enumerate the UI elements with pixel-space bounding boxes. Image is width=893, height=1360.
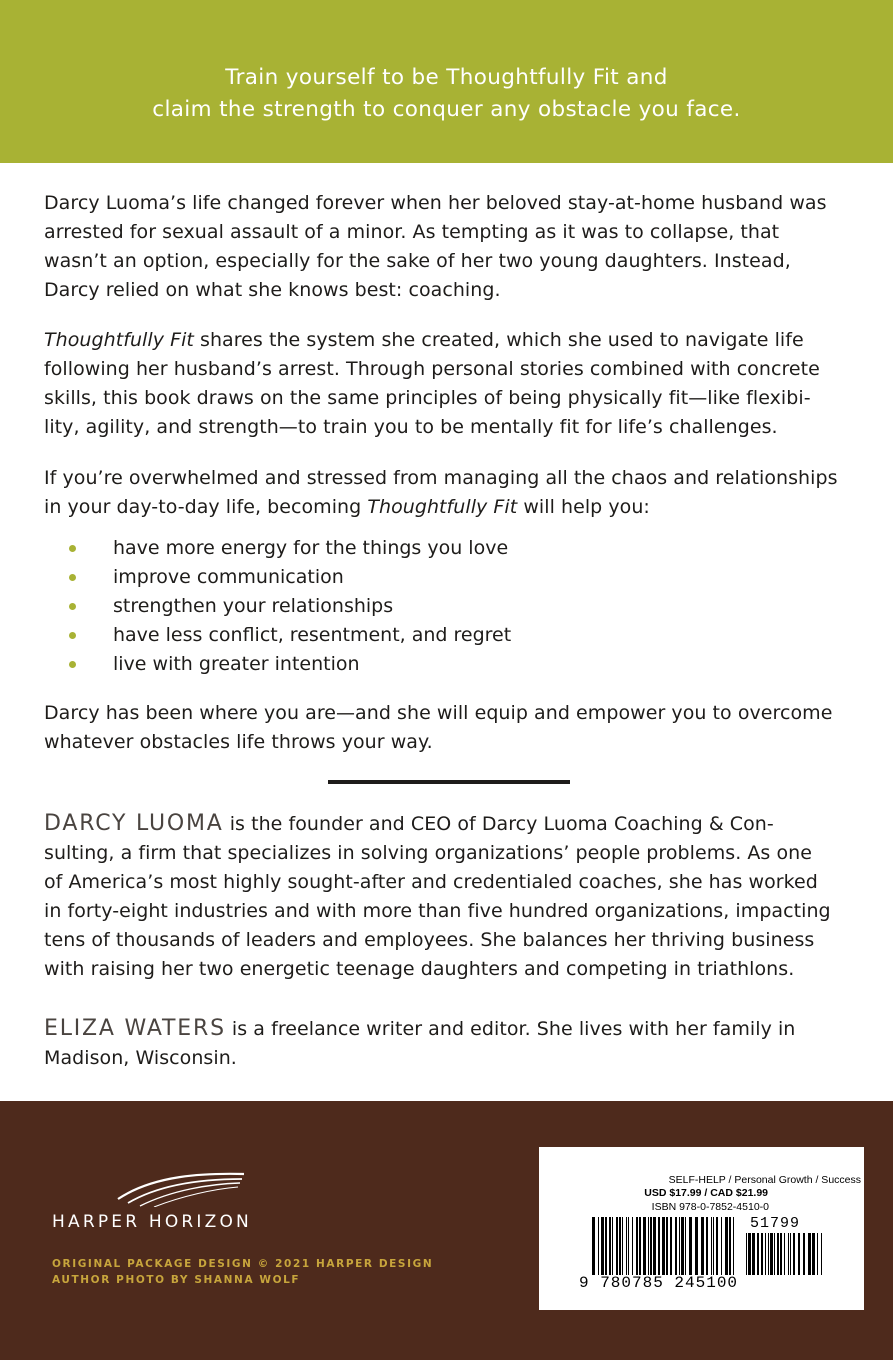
bullet-dot-icon [69, 632, 76, 639]
list-item-text: improve communication [113, 566, 344, 588]
text-line [44, 809, 864, 839]
tagline-line-2: claim the strength to conquer any obstacle you face. [152, 97, 741, 122]
bullet-dot-icon [69, 574, 76, 581]
bisac-category: SELF-HELP / Personal Growth / Success [668, 1174, 861, 1186]
text-line: Darcy has been where you are—and she will equip and empower you to overcome [44, 702, 833, 724]
text-fragment: in your day-to-day life, becoming [44, 496, 368, 518]
list-item-text: have more energy for the things you love [113, 537, 509, 559]
list-item [44, 563, 511, 592]
text-line: tens of thousands of leaders and employees. She balances her thriving business [44, 929, 815, 951]
text-fragment: will help you: [517, 496, 650, 518]
text-line: in forty-eight industries and with more than five hundred organizations, impacting [44, 900, 831, 922]
paragraph-benefits-intro [44, 464, 838, 522]
price-code-number: 51799 [750, 1215, 801, 1232]
author-name: ELIZA WATERS [44, 1016, 226, 1041]
credit-line: ORIGINAL PACKAGE DESIGN © 2021 HARPER DESIGN [52, 1258, 434, 1270]
text-line: whatever obstacles life throws your way. [44, 731, 433, 753]
benefits-list [44, 534, 511, 679]
list-item [44, 621, 511, 650]
text-fragment: is a freelance writer and editor. She lives with her family in [225, 1018, 796, 1040]
paragraph-closing [44, 699, 832, 757]
isbn-label: ISBN 978-0-7852-4510-0 [651, 1201, 769, 1213]
list-item [44, 650, 511, 679]
author-bio-darcy [44, 809, 864, 984]
text-line: Madison, Wisconsin. [44, 1047, 237, 1069]
tagline-line-1: Train yourself to be Thoughtfully Fit and [225, 65, 668, 90]
bullet-dot-icon [69, 545, 76, 552]
text-line: If you’re overwhelmed and stressed from managing all the chaos and relationships [44, 467, 838, 489]
paragraph-intro [44, 189, 827, 305]
author-bio-eliza [44, 1014, 864, 1073]
barcode-number: 9 780785 245100 [579, 1274, 739, 1292]
barcode-panel [539, 1147, 864, 1310]
credit-line: AUTHOR PHOTO BY SHANNA WOLF [52, 1274, 301, 1286]
text-line: lity, agility, and strength—to train you to be mentally fit for life’s challenges. [44, 416, 778, 438]
tagline-band [0, 0, 893, 163]
list-item-text: have less conflict, resentment, and regret [113, 624, 512, 646]
text-line [44, 326, 820, 355]
section-divider [328, 780, 570, 784]
text-line: Darcy relied on what she knows best: coaching. [44, 279, 501, 301]
text-line [44, 1014, 864, 1044]
text-line: wasn’t an option, especially for the sake of her two young daughters. Instead, [44, 250, 791, 272]
list-item-text: strengthen your relationships [113, 595, 394, 617]
text-fragment: is the founder and CEO of Darcy Luoma Coaching & Con- [223, 813, 774, 835]
text-line: of America’s most highly sought-after and credentialed coaches, she has worked [44, 871, 818, 893]
text-line: Darcy Luoma’s life changed forever when her beloved stay-at-home husband was [44, 192, 827, 214]
text-line [44, 493, 838, 522]
swoosh-lines-icon [114, 1171, 246, 1207]
text-fragment: shares the system she created, which she used to navigate life [193, 329, 804, 351]
text-line: with raising her two energetic teenage daughters and competing in triathlons. [44, 958, 795, 980]
author-name: DARCY LUOMA [44, 811, 224, 836]
paragraph-system [44, 326, 820, 442]
text-line: arrested for sexual assault of a minor. As tempting as it was to collapse, that [44, 221, 780, 243]
text-line: sulting, a firm that specializes in solving organizations’ people problems. As one [44, 842, 812, 864]
design-credits [52, 1256, 433, 1288]
list-item [44, 592, 511, 621]
tagline [0, 62, 893, 126]
bullet-dot-icon [69, 661, 76, 668]
list-item-text: live with greater intention [113, 653, 360, 675]
book-title: Thoughtfully Fit [44, 329, 194, 351]
list-item [44, 534, 511, 563]
bullet-dot-icon [69, 603, 76, 610]
text-line: skills, this book draws on the same principles of being physically fit—like flexibi- [44, 387, 811, 409]
book-title: Thoughtfully Fit [367, 496, 518, 518]
text-line: following her husband’s arrest. Through personal stories combined with concrete [44, 358, 820, 380]
publisher-name: HARPER HORIZON [52, 1212, 252, 1232]
price-label: USD $17.99 / CAD $21.99 [644, 1187, 768, 1199]
